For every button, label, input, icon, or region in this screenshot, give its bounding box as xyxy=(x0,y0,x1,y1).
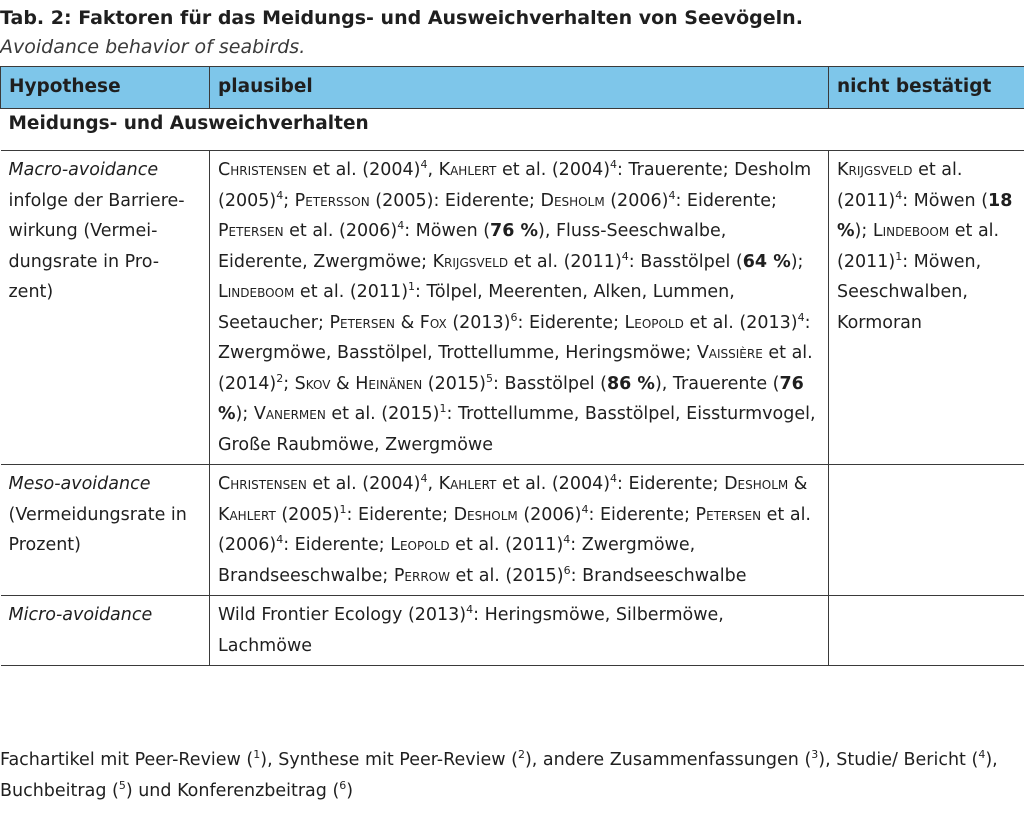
author-name: Vanermen xyxy=(253,404,326,424)
text-run: , xyxy=(427,160,439,180)
not-confirmed-cell xyxy=(829,465,1024,596)
author-name: Petersen & Fox xyxy=(329,312,447,333)
footnote-ref: 4 xyxy=(895,188,903,202)
percentage-value: 64 % xyxy=(742,251,791,272)
footnote-ref: 4 xyxy=(420,158,428,171)
section-row xyxy=(1,109,1024,151)
footnote-ref: 4 xyxy=(610,158,618,171)
author-name: Krijgsveld xyxy=(432,251,509,272)
footnote-ref: 1 xyxy=(253,748,261,761)
footnote-ref: 4 xyxy=(797,310,805,324)
text-run: : Möwen ( xyxy=(404,221,491,241)
text-run: et al. (2011) xyxy=(837,160,963,211)
footnote-ref: 4 xyxy=(563,533,571,546)
percentage-value: 76 % xyxy=(490,221,539,241)
text-run: : Brandseeschwalbe xyxy=(570,565,747,586)
text-run: : Eiderente; xyxy=(675,190,777,211)
footnote-ref: 3 xyxy=(811,748,819,761)
text-run: : Trottellumme, Basstölpel, Eissturmvogel, Große Raubmöwe, Zwergmöwe xyxy=(218,404,816,455)
text-run: ); xyxy=(854,221,873,241)
percentage-value: 76 % xyxy=(218,373,804,424)
text-run: : Basstölpel ( xyxy=(628,251,743,272)
table-header-row xyxy=(1,67,1024,109)
hypothesis-term: Macro-avoidance xyxy=(8,160,159,180)
author-name: Vaissière xyxy=(696,343,763,363)
text-run: : Eiderente; xyxy=(588,504,696,525)
text-run: ), Trauerente ( xyxy=(654,373,780,394)
section-label: Meidungs- und Ausweichverhalten xyxy=(1,109,1024,151)
footnote-ref: 2 xyxy=(276,371,284,385)
text-run: et al. (2004) xyxy=(496,160,611,180)
text-run: et al. (2011) xyxy=(449,535,564,555)
author-name: Lindeboom xyxy=(218,282,295,302)
author-name: Christensen xyxy=(218,474,307,494)
footnote-ref: 6 xyxy=(339,778,347,792)
text-run: ) und Konferenzbeitrag ( xyxy=(125,780,340,801)
footnote-ref: 6 xyxy=(510,310,518,324)
footnote-ref: 4 xyxy=(610,472,618,485)
table-caption-subtitle: Avoidance behavior of seabirds. xyxy=(0,36,306,58)
text-run: : Tölpel, Meerenten, Alken, Lummen, Seetaucher; xyxy=(218,282,735,333)
table-row xyxy=(1,596,1024,666)
text-run: ); xyxy=(235,404,254,424)
plausible-cell xyxy=(210,465,829,596)
hypothesis-cell xyxy=(1,151,210,465)
text-run: ); xyxy=(790,251,804,272)
text-run: et al. (2004) xyxy=(496,474,611,494)
author-name: Kahlert xyxy=(438,474,497,494)
text-run: ), Fluss-Seeschwalbe, Eiderente, Zwergmöwe; xyxy=(218,221,727,272)
text-run: (2013) xyxy=(446,312,511,333)
footnote-ref: 1 xyxy=(339,502,347,516)
table-footnote xyxy=(0,745,1024,806)
percentage-value: 18 % xyxy=(837,190,1013,241)
hypothesis-description: infolge der Barriere-wirkung (Vermei-dungsrate in Pro-zent) xyxy=(8,190,185,302)
author-name: Kahlert xyxy=(438,160,497,180)
hypothesis-cell xyxy=(1,465,210,596)
text-run: et al. (2011) xyxy=(837,221,1000,272)
text-run: ), Buchbeitrag ( xyxy=(0,750,998,801)
hypothesis-description: (Vermeidungsrate in Prozent) xyxy=(8,504,187,555)
text-run: : Trauerente; Desholm (2005) xyxy=(218,160,812,211)
footnote-ref: 2 xyxy=(517,748,525,761)
text-run: (2015) xyxy=(422,373,486,394)
header-plausible: plausibel xyxy=(210,67,829,109)
footnote-ref: 1 xyxy=(439,402,447,415)
table-caption-title: Tab. 2: Faktoren für das Meidungs- und Ausweichverhalten von Seevögeln. xyxy=(0,7,803,29)
text-run: Fachartikel mit Peer-Review ( xyxy=(0,750,254,770)
footnote-ref: 4 xyxy=(668,188,676,202)
footnote-ref: 5 xyxy=(485,371,493,385)
text-run: et al. (2004) xyxy=(306,474,421,494)
hypothesis-term: Meso-avoidance xyxy=(8,474,151,494)
not-confirmed-cell xyxy=(829,151,1024,465)
text-run: (2006) xyxy=(604,190,669,211)
hypothesis-term: Micro-avoidance xyxy=(8,605,153,625)
text-run: : Möwen ( xyxy=(902,190,989,211)
text-run: et al. (2006) xyxy=(283,221,398,241)
text-run: : Zwergmöwe, Brandseeschwalbe; xyxy=(218,535,696,586)
text-run: (2005) xyxy=(275,504,340,525)
table-row xyxy=(1,151,1024,465)
text-run: (2005): Eiderente; xyxy=(369,190,541,211)
text-run: : Eiderente; xyxy=(617,474,725,494)
footnote-ref: 4 xyxy=(581,502,589,516)
text-run: ; xyxy=(283,190,295,211)
text-run: et al. (2011) xyxy=(508,251,622,272)
hypothesis-cell xyxy=(1,596,210,666)
text-run: : Möwen, Seeschwalben, Kormoran xyxy=(837,251,982,333)
footnote-ref: 1 xyxy=(895,249,903,263)
avoidance-table xyxy=(0,66,1024,666)
author-name: Krijgsveld xyxy=(837,160,913,180)
author-name: Petersen xyxy=(218,221,284,241)
text-run: et al. (2013) xyxy=(683,312,798,333)
plausible-cell xyxy=(210,596,829,666)
text-run: : Basstölpel ( xyxy=(492,373,607,394)
author-name: Leopold xyxy=(624,312,684,333)
author-name: Christensen xyxy=(218,160,307,180)
author-name: Desholm & Kahlert xyxy=(218,474,808,525)
footnote-ref: 4 xyxy=(276,188,284,202)
plausible-cell xyxy=(210,151,829,465)
author-name: Leopold xyxy=(390,535,450,555)
text-run: ; xyxy=(283,373,295,394)
text-run: : Heringsmöwe, Silbermöwe, Lachmöwe xyxy=(218,605,724,656)
author-name: Desholm xyxy=(540,190,605,211)
header-hypothesis: Hypothese xyxy=(1,67,210,109)
footnote-ref: 6 xyxy=(563,563,571,577)
text-run: : Eiderente; xyxy=(346,504,454,525)
footnote-ref: 4 xyxy=(276,533,284,546)
text-run: : Zwergmöwe, Basstölpel, Trottellumme, Heringsmöwe; xyxy=(218,312,811,363)
author-name: Perrow xyxy=(393,565,450,586)
author-name: Desholm xyxy=(453,504,518,525)
footnote-ref: 5 xyxy=(118,778,126,792)
text-run: et al. (2014) xyxy=(218,343,813,394)
text-run: et al. (2006) xyxy=(218,504,811,555)
not-confirmed-cell xyxy=(829,596,1024,666)
footnote-ref: 4 xyxy=(397,219,405,232)
text-run: : Eiderente; xyxy=(517,312,625,333)
text-run: et al. (2011) xyxy=(294,282,409,302)
footnote-ref: 4 xyxy=(621,249,629,263)
footnote-ref: 1 xyxy=(408,280,416,293)
author-name: Skov & Heinänen xyxy=(294,373,423,394)
text-run: et al. (2015) xyxy=(325,404,440,424)
text-run: (2006) xyxy=(517,504,582,525)
text-run: , xyxy=(427,474,439,494)
text-run: ), Studie/ Bericht ( xyxy=(818,750,979,770)
percentage-value: 86 % xyxy=(606,373,655,394)
text-run: ), andere Zusammenfassungen ( xyxy=(524,750,812,770)
footnote-ref: 4 xyxy=(420,472,428,485)
author-name: Petersen xyxy=(695,504,762,525)
text-run: ), Synthese mit Peer-Review ( xyxy=(260,750,518,770)
header-not-confirmed: nicht bestätigt xyxy=(829,67,1024,109)
author-name: Petersson xyxy=(294,190,370,211)
author-name: Lindeboom xyxy=(872,221,950,241)
text-run: et al. (2015) xyxy=(449,565,564,586)
table-row xyxy=(1,465,1024,596)
text-run: ) xyxy=(346,780,354,801)
text-run: et al. (2004) xyxy=(306,160,421,180)
text-run: Wild Frontier Ecology (2013) xyxy=(218,605,467,625)
footnote-ref: 4 xyxy=(466,603,474,616)
footnote-ref: 4 xyxy=(978,748,986,761)
text-run: : Eiderente; xyxy=(283,535,391,555)
